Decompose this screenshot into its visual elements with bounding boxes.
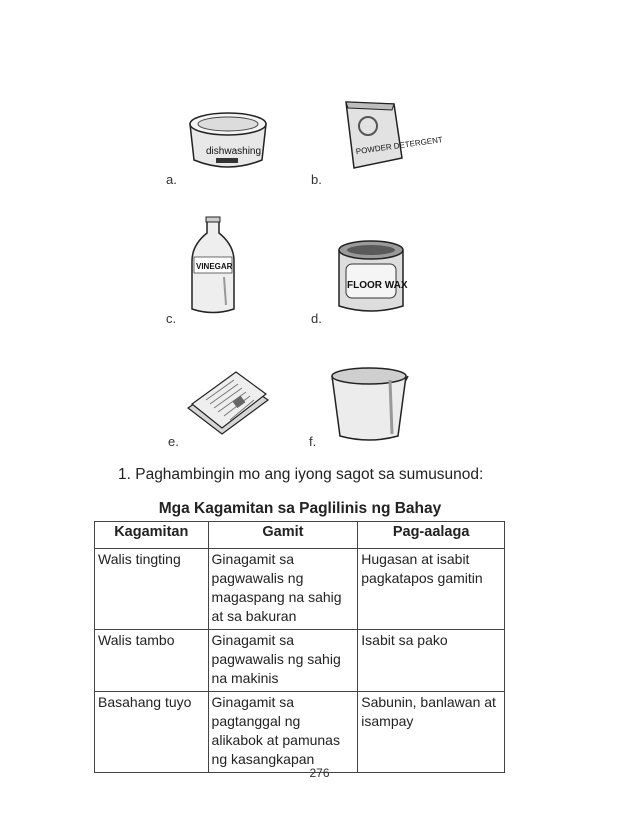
powder-detergent-image — [332, 96, 444, 177]
floor-wax-label: FLOOR WAX — [347, 280, 408, 291]
table-cell: Ginagamit sa pagwawalis ng sahig na makinis — [208, 630, 358, 692]
vinegar-label: VINEGAR — [196, 262, 233, 271]
table-cell: Ginagamit sa pagtanggal ng alikabok at pamunas ng kasangkapan — [208, 692, 358, 773]
bucket-image — [326, 358, 412, 449]
item-letter-b: b. — [311, 172, 322, 187]
item-letter-a: a. — [166, 172, 177, 187]
column-header-gamit: Gamit — [208, 522, 358, 549]
table-row — [95, 630, 505, 692]
table-cell: Isabit sa pako — [358, 630, 505, 692]
page-number: 276 — [309, 766, 330, 780]
table-cell: Sabunin, banlawan at isampay — [358, 692, 505, 773]
dishwashing-paste-image — [186, 108, 270, 179]
item-letter-d: d. — [311, 311, 322, 326]
cleaning-tools-table — [94, 521, 505, 773]
vinegar-bottle-image — [188, 217, 238, 322]
table-row — [95, 692, 505, 773]
column-header-pag-aalaga: Pag-aalaga — [358, 522, 505, 549]
table-cell: Basahang tuyo — [95, 692, 209, 773]
column-header-kagamitan: Kagamitan — [95, 522, 209, 549]
item-letter-c: c. — [166, 311, 177, 326]
table-cell: Ginagamit sa pagwawalis ng magaspang na sahig at sa bakuran — [208, 549, 358, 630]
table-header-row — [95, 522, 505, 549]
detergent-label: POWDER DETERGENT — [355, 135, 444, 157]
table-cell: Walis tingting — [95, 549, 209, 630]
item-letter-e: e. — [168, 434, 179, 449]
item-letter-f: f. — [309, 434, 317, 449]
table-row — [95, 549, 505, 630]
dishwashing-label: dishwashing — [206, 146, 262, 157]
floor-wax-can-image — [334, 238, 408, 321]
table-title: Mga Kagamitan sa Paglilinis ng Bahay — [158, 500, 442, 517]
instruction-text: 1. Paghambingin mo ang iyong sagot sa sumusunod: — [118, 466, 484, 483]
newspapers-image — [184, 368, 270, 443]
table-cell: Walis tambo — [95, 630, 209, 692]
table-cell: Hugasan at isabit pagkatapos gamitin — [358, 549, 505, 630]
